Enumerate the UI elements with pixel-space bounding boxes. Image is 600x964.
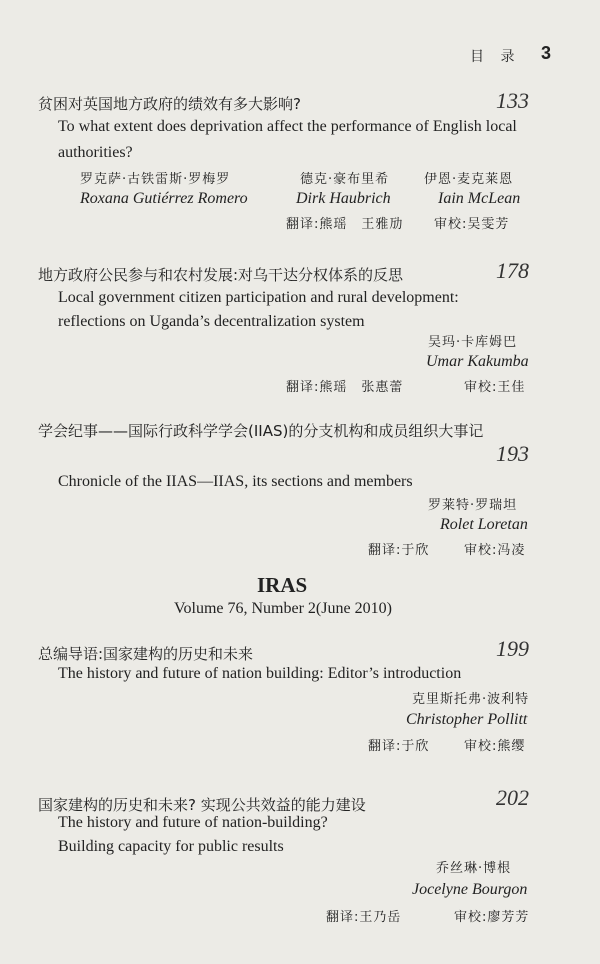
author-cn-1: 吴玛·卡库姆巴 <box>428 335 518 350</box>
reviewer-credit: 审校:廖芳芳 <box>454 910 530 925</box>
entry-title-en-line-1: The history and future of nation-building? <box>58 814 328 831</box>
entry-title-en-line-1: To what extent does deprivation affect the performance of English local <box>58 118 517 135</box>
entry-title-en-line-1: The history and future of nation building: Editor’s introduction <box>58 665 462 682</box>
entry-title-en-line-2: authorities? <box>58 144 133 161</box>
header-page-number: 3 <box>541 43 552 63</box>
author-cn-3: 伊恩·麦克莱恩 <box>424 172 514 187</box>
translator-credit: 翻译:熊瑶 张惠蕾 <box>286 380 404 395</box>
translator-credit: 翻译:于欣 <box>368 739 430 754</box>
entry-page-number: 193 <box>496 441 529 466</box>
author-cn-1: 罗莱特·罗瑞坦 <box>428 498 518 513</box>
reviewer-credit: 审校:冯凌 <box>464 543 526 558</box>
author-en-1: Jocelyne Bourgon <box>412 881 528 898</box>
author-cn-1: 克里斯托弗·波利特 <box>412 692 530 707</box>
entry-title-cn: 贫困对英国地方政府的绩效有多大影响? <box>38 95 301 113</box>
author-en-1: Roxana Gutiérrez Romero <box>80 190 248 207</box>
header-section-label: 目 录 <box>470 49 521 65</box>
author-en-1: Christopher Pollitt <box>406 711 528 728</box>
reviewer-credit: 审校:吴雯芳 <box>434 217 510 232</box>
author-en-3: Iain McLean <box>438 190 521 207</box>
reviewer-credit: 审校:熊缨 <box>464 739 526 754</box>
entry-title-en-line-2: reflections on Uganda’s decentralization system <box>58 313 365 330</box>
journal-heading: IRAS <box>257 573 308 597</box>
author-en-2: Dirk Haubrich <box>296 190 391 207</box>
entry-title-en-line-1: Chronicle of the IIAS—IIAS, its sections and members <box>58 473 413 490</box>
entry-title-en-line-1: Local government citizen participation and rural development: <box>58 289 459 306</box>
entry-title-cn: 学会纪事——国际行政科学学会(IIAS)的分支机构和成员组织大事记 <box>38 422 484 440</box>
reviewer-credit: 审校:王佳 <box>464 380 526 395</box>
author-en-1: Rolet Loretan <box>440 516 528 533</box>
translator-credit: 翻译:于欣 <box>368 543 430 558</box>
entry-title-en-line-2: Building capacity for public results <box>58 838 284 855</box>
entry-page-number: 202 <box>496 785 529 810</box>
author-cn-1: 乔丝琳·博根 <box>436 861 512 876</box>
entry-title-cn: 总编导语:国家建构的历史和未来 <box>38 645 254 663</box>
volume-info: Volume 76, Number 2(June 2010) <box>174 600 392 617</box>
entry-title-cn: 地方政府公民参与和农村发展:对乌干达分权体系的反思 <box>38 266 404 284</box>
author-cn-2: 德克·豪布里希 <box>300 172 390 187</box>
entry-page-number: 133 <box>496 88 529 113</box>
author-cn-1: 罗克萨·古铁雷斯·罗梅罗 <box>80 172 231 187</box>
entry-page-number: 199 <box>496 636 529 661</box>
entry-page-number: 178 <box>496 258 529 283</box>
translator-credit: 翻译:熊瑶 王雅劢 <box>286 217 404 232</box>
author-en-1: Umar Kakumba <box>426 353 529 370</box>
translator-credit: 翻译:王乃岳 <box>326 910 402 925</box>
entry-title-cn: 国家建构的历史和未来? 实现公共效益的能力建设 <box>38 796 366 814</box>
